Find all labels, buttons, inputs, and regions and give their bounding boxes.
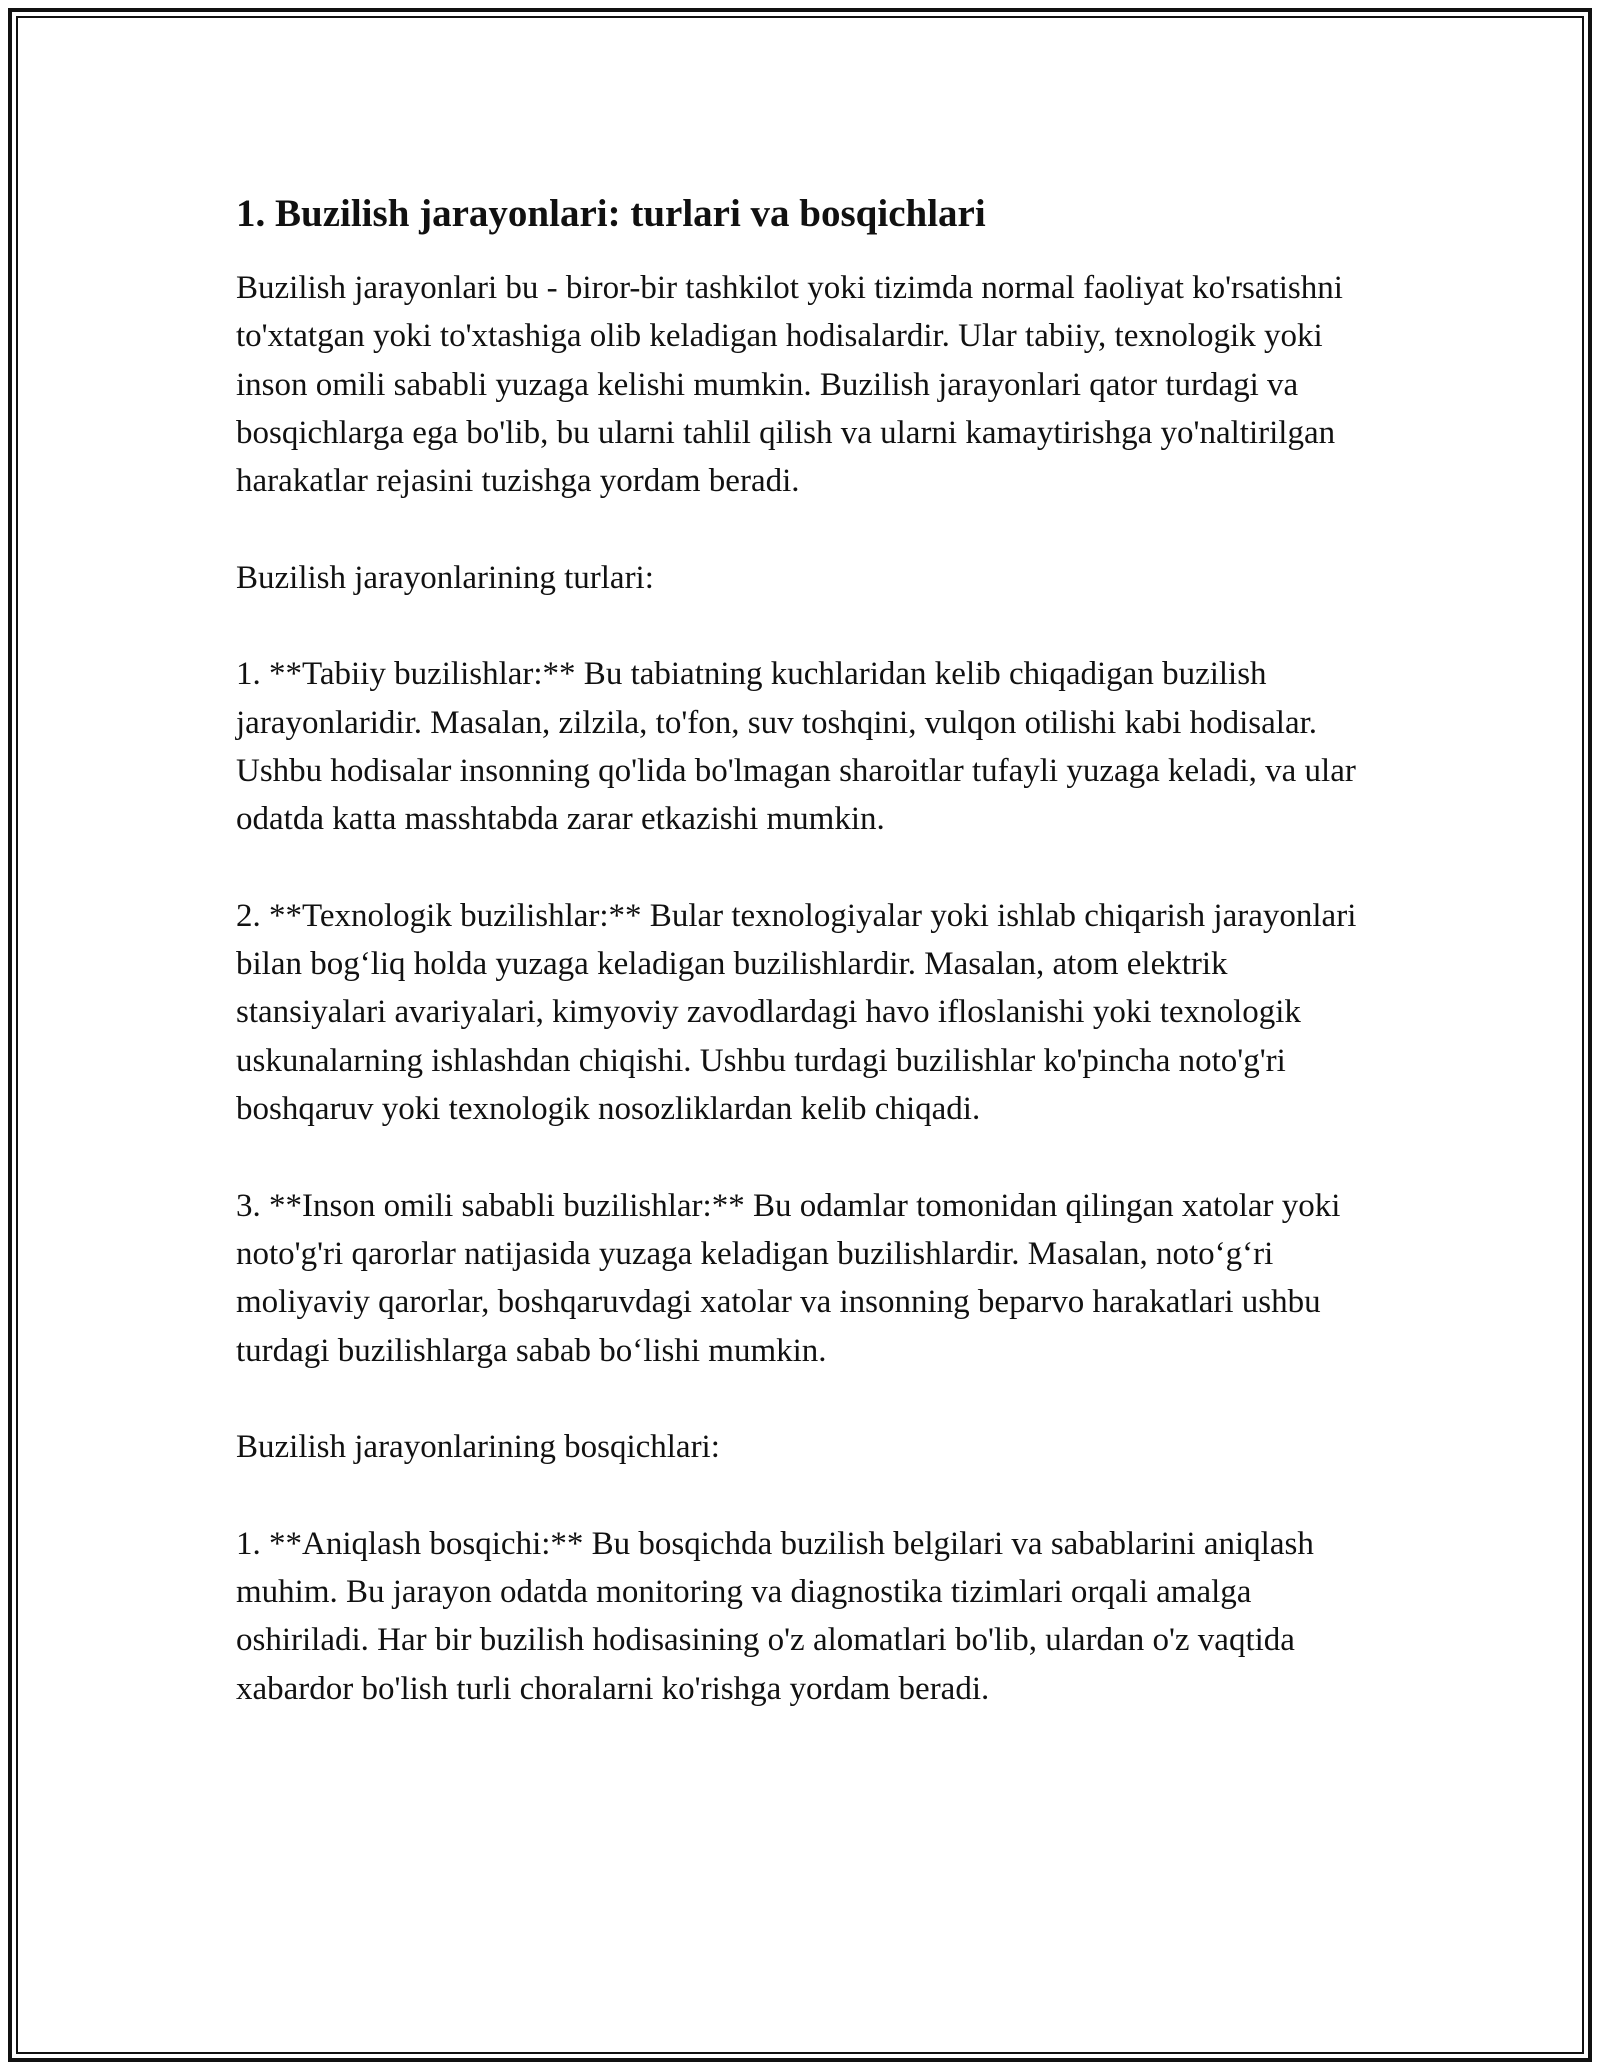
- spacer: [236, 1133, 1376, 1181]
- stage-paragraph-detection: 1. **Aniqlash bosqichi:** Bu bosqichda buzilish belgilari va sabablarini aniqlash muhim. Bu jarayon odatda monitoring va diagnostika tizimlari orqali amalga oshiriladi. Har bir buzilish hodisasining o'z alomatlari bo'lib, ulardan o'z vaqtida xabardor bo'lish turli choralarni ko'rishga yordam beradi.: [236, 1525, 1314, 1707]
- spacer: [236, 844, 1376, 892]
- spacer: [236, 505, 1376, 553]
- spacer: [236, 240, 1376, 264]
- type-paragraph-technological: 2. **Texnologik buzilishlar:** Bular texnologiyalar yoki ishlab chiqarish jarayonlari bilan bog‘liq holda yuzaga keladigan buzilishlardir. Masalan, atom elektrik stansiyalari avariyalari, kimyoviy zavodlardagi havo ifloslanishi yoki texnologik uskunalarning ishlashdan chiqishi. Ushbu turdagi buzilishlar ko'pincha noto'g'ri boshqaruv yoki texnologik nosozliklardan kelib chiqadi.: [236, 897, 1357, 1128]
- stages-heading: Buzilish jarayonlarining bosqichlari:: [236, 1429, 720, 1466]
- spacer: [236, 1471, 1376, 1519]
- type-paragraph-human-factor: 3. **Inson omili sababli buzilishlar:** Bu odamlar tomonidan qilingan xatolar yoki noto'g'ri qarorlar natijasida yuzaga keladigan buzilishlardir. Masalan, noto‘g‘ri moliyaviy qarorlar, boshqaruvdagi xatolar va insonning beparvo harakatlari ushbu turdagi buzilishlarga sabab bo‘lishi mumkin.: [236, 1187, 1341, 1369]
- spacer: [236, 602, 1376, 650]
- intro-paragraph: Buzilish jarayonlari bu - biror-bir tashkilot yoki tizimda normal faoliyat ko'rsatishni to'xtatgan yoki to'xtashiga olib keladigan hodisalardir. Ular tabiiy, texnologik yoki inson omili sababli yuzaga kelishi mumkin. Buzilish jarayonlari qator turdagi va bosqichlarga ega bo'lib, bu ularni tahlil qilish va ularni kamaytirishga yo'naltirilgan harakatlar rejasini tuzishga yordam beradi.: [236, 270, 1343, 500]
- types-heading: Buzilish jarayonlarining turlari:: [236, 559, 654, 596]
- spacer: [236, 1375, 1376, 1423]
- type-paragraph-natural: 1. **Tabiiy buzilishlar:** Bu tabiatning kuchlaridan kelib chiqadigan buzilish jarayonlaridir. Masalan, zilzila, to'fon, suv toshqini, vulqon otilishi kabi hodisalar. Ushbu hodisalar insonning qo'lida bo'lmagan sharoitlar tufayli yuzaga keladi, va ular odatda katta masshtabda zarar etkazishi mumkin.: [236, 656, 1356, 838]
- document-body: [236, 188, 1376, 1713]
- document-title: 1. Buzilish jarayonlari: turlari va bosqichlari: [236, 192, 986, 235]
